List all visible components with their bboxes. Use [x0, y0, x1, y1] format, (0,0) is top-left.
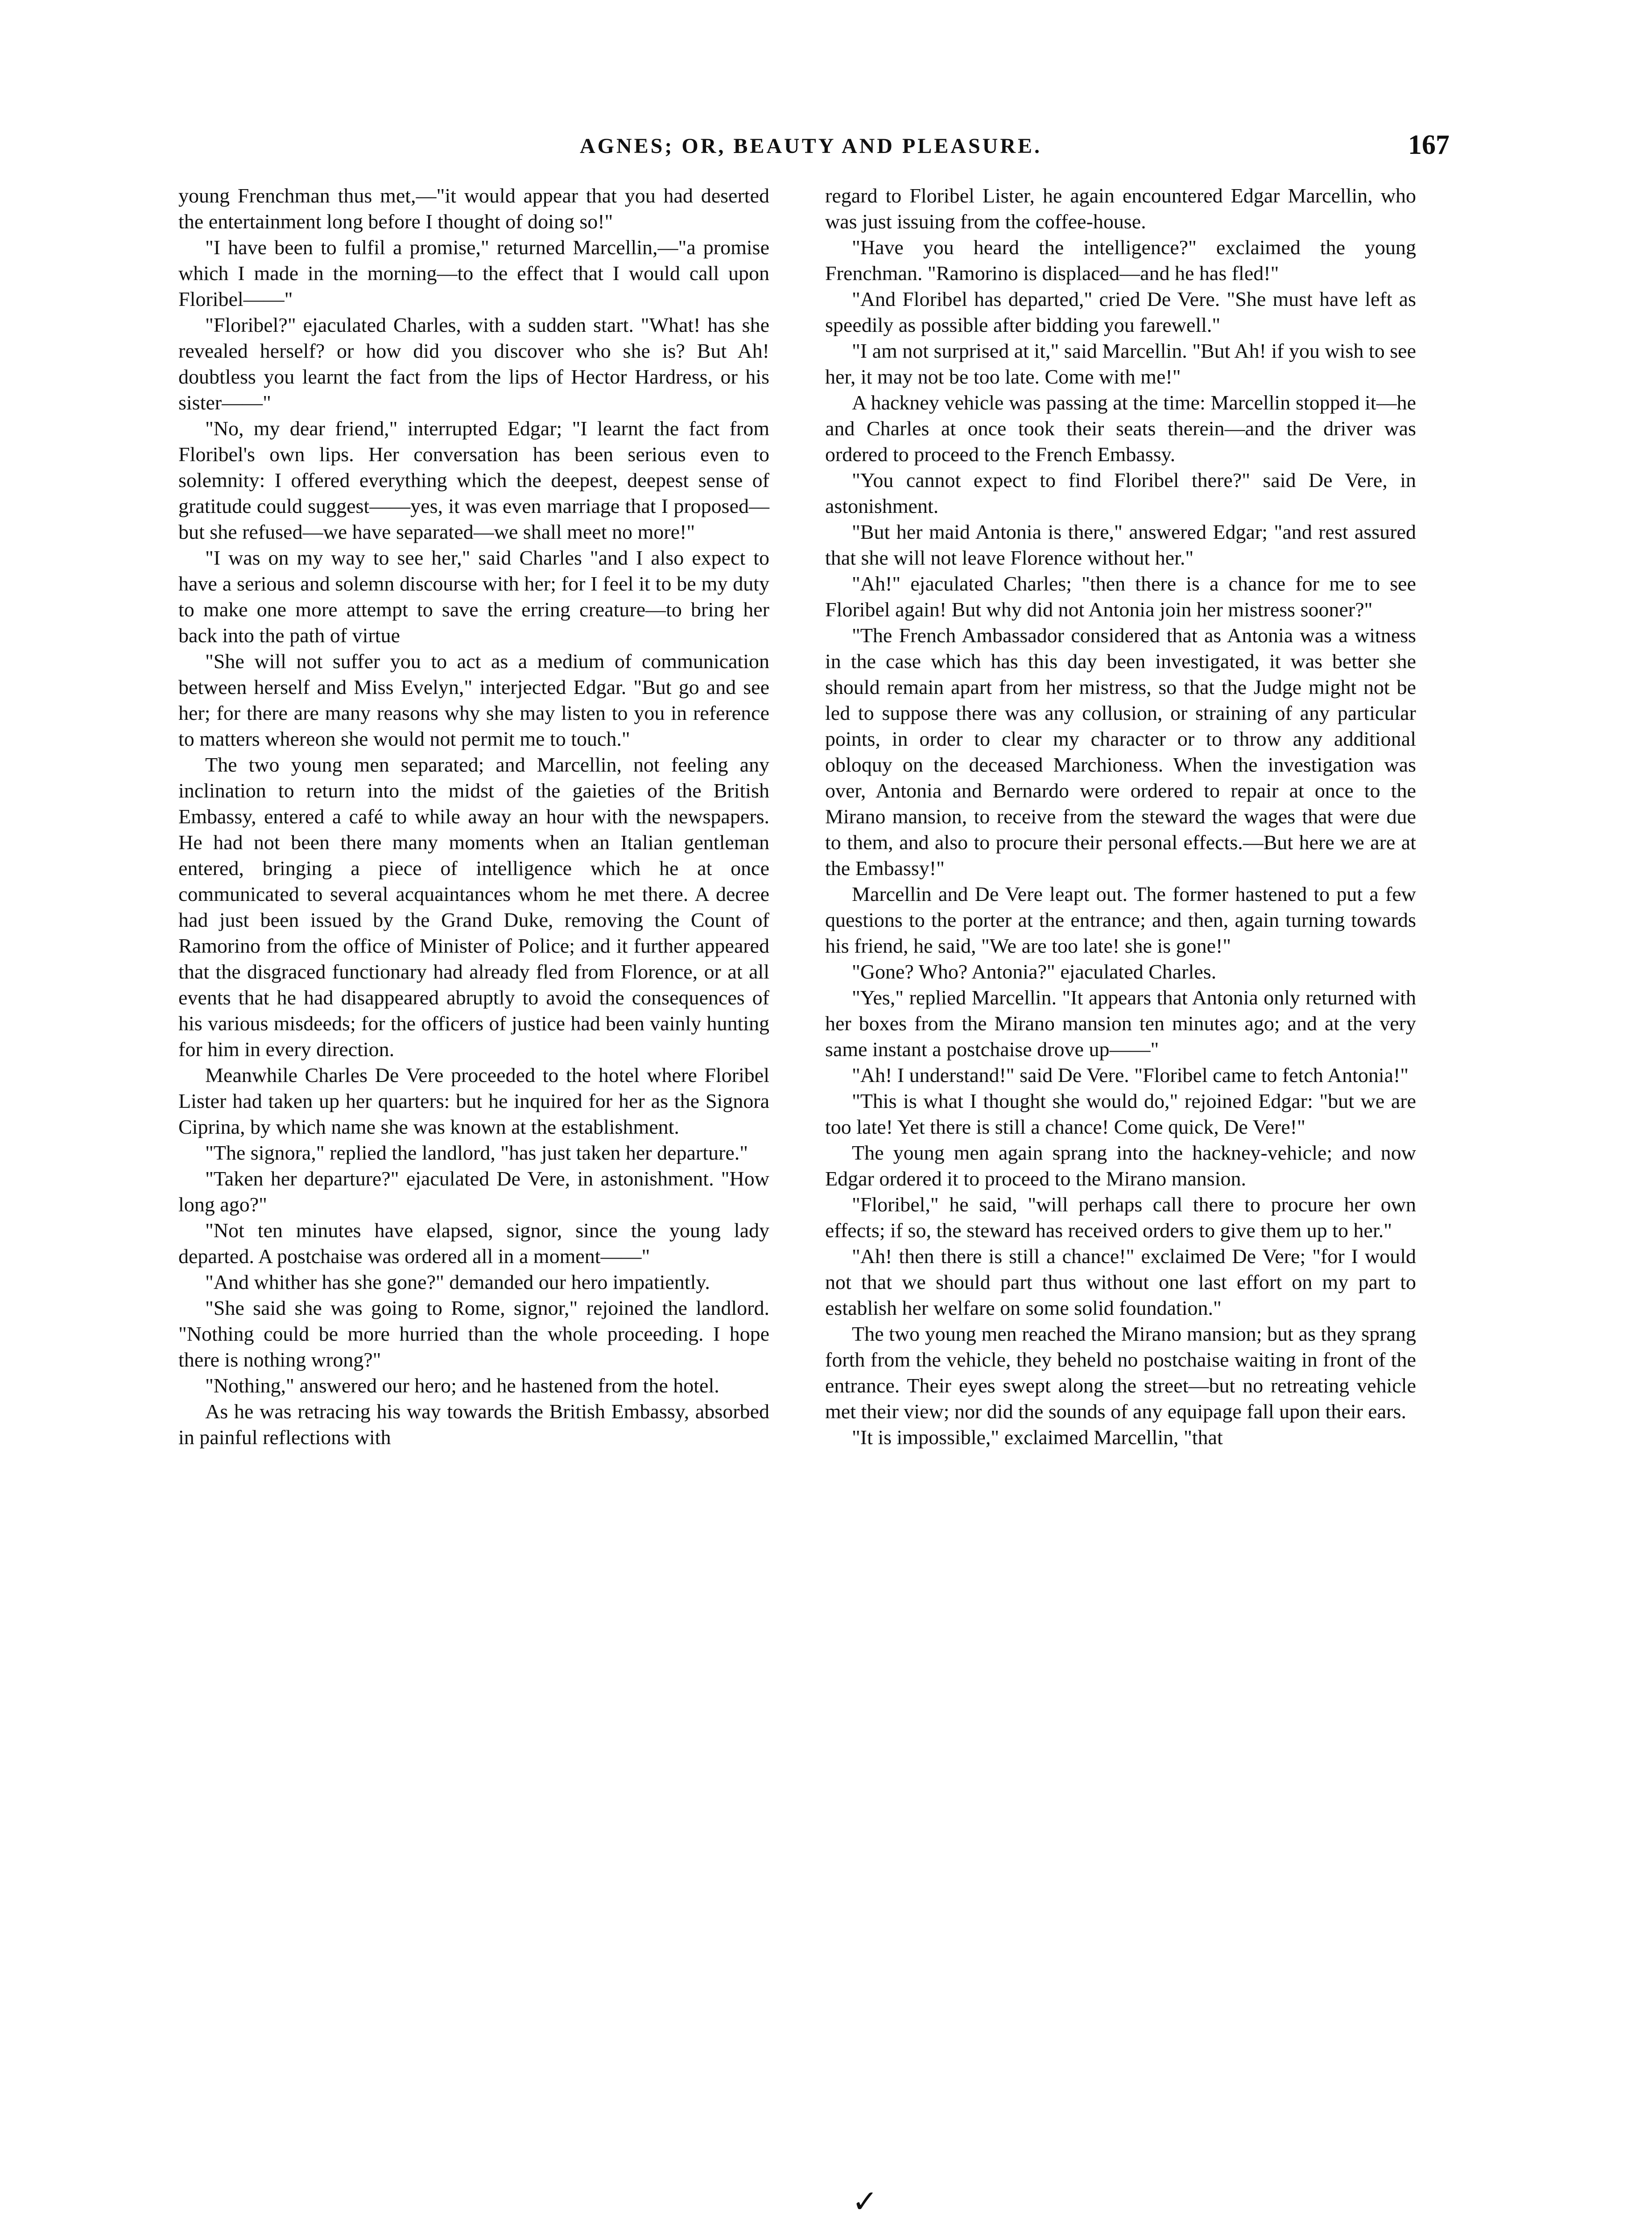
paragraph: "Not ten minutes have elapsed, signor, since the young lady departed. A postchaise was ordered all in a moment——": [178, 1219, 769, 1268]
paragraph: "Floribel?" ejaculated Charles, with a sudden start. "What! has she revealed herself? or how did you discover who she is? But Ah! doubtless you learnt the fact from the lips of Hector Hardress, or his sister——": [178, 314, 769, 414]
paragraph: As he was retracing his way towards the British Embassy, absorbed in painful reflections with: [178, 1400, 769, 1449]
paragraph: "I was on my way to see her," said Charles "and I also expect to have a serious and solemn discourse with her; for I feel it to be my duty to make one more attempt to save the erring creature—to bring her back into the path of virtue: [178, 546, 769, 647]
paragraph: regard to Floribel Lister, he again encountered Edgar Marcellin, who was just issuing from the coffee-house.: [825, 184, 1416, 233]
paragraph: "She said she was going to Rome, signor," rejoined the landlord. "Nothing could be more hurried than the whole proceeding. I hope there is nothing wrong?": [178, 1297, 769, 1371]
left-column: [178, 183, 769, 1450]
paragraph: "No, my dear friend," interrupted Edgar; "I learnt the fact from Floribel's own lips. Her conversation has been serious even to solemnity: I offered everything which the deepest, deepest sense of gratitude could suggest——yes, it was even marriage that I proposed—but she refused—we have separated—we shall meet no more!": [178, 417, 769, 543]
paragraph: "It is impossible," exclaimed Marcellin, "that: [852, 1426, 1223, 1449]
paragraph: "I have been to fulfil a promise," returned Marcellin,—"a promise which I made in the morning—to the effect that I would call upon Floribel——": [178, 236, 769, 310]
paragraph: "Ah! then there is still a chance!" exclaimed De Vere; "for I would not that we should part thus without one last effort on my part to establish her welfare on some solid foundation.": [825, 1245, 1416, 1319]
paragraph: "And Floribel has departed," cried De Vere. "She must have left as speedily as possible after bidding you farewell.": [825, 288, 1416, 336]
paragraph: "But her maid Antonia is there," answered Edgar; "and rest assured that she will not leave Florence without her.": [825, 520, 1416, 569]
check-mark-icon: ✓: [852, 2183, 878, 2220]
paragraph: A hackney vehicle was passing at the time: Marcellin stopped it—he and Charles at once took their seats therein—and the driver was ordered to proceed to the French Embassy.: [825, 391, 1416, 466]
paragraph: "Yes," replied Marcellin. "It appears that Antonia only returned with her boxes from the Mirano mansion ten minutes ago; and at the very same instant a postchaise drove up——": [825, 986, 1416, 1061]
running-title: AGNES; OR, BEAUTY AND PLEASURE.: [580, 134, 1042, 158]
paragraph: "Ah! I understand!" said De Vere. "Floribel came to fetch Antonia!": [852, 1064, 1409, 1086]
paragraph: "Gone? Who? Antonia?" ejaculated Charles.: [852, 960, 1217, 983]
running-header: [178, 129, 1450, 169]
paragraph: Meanwhile Charles De Vere proceeded to the hotel where Floribel Lister had taken up her quarters: but he inquired for her as the Signora Ciprina, by which name she was known at the establishment.: [178, 1064, 769, 1138]
paragraph: "And whither has she gone?" demanded our hero impatiently.: [205, 1271, 710, 1293]
paragraph: "You cannot expect to find Floribel there?" said De Vere, in astonishment.: [825, 469, 1416, 517]
paragraph: "I am not surprised at it," said Marcellin. "But Ah! if you wish to see her, it may not be too late. Come with me!": [825, 339, 1416, 388]
paragraph: "The signora," replied the landlord, "has just taken her departure.": [205, 1141, 748, 1164]
paragraph: young Frenchman thus met,—"it would appear that you had deserted the entertainment long before I thought of doing so!": [178, 184, 769, 233]
paragraph: The two young men reached the Mirano mansion; but as they sprang forth from the vehicle, they beheld no postchaise waiting in front of the entrance. Their eyes swept along the street—but no retreating vehicle met their view; nor did the sounds of any equipage fall upon their ears.: [825, 1322, 1416, 1423]
paragraph: "Nothing," answered our hero; and he hastened from the hotel.: [205, 1374, 719, 1397]
paragraph: The two young men separated; and Marcellin, not feeling any inclination to return into the midst of the gaieties of the British Embassy, entered a café to while away an hour with the newspapers. He had not been there many moments when an Italian gentleman entered, bringing a piece of intelligence which he at once communicated to several acquaintances whom he met there. A decree had just been issued by the Grand Duke, removing the Count of Ramorino from the office of Minister of Police; and it further appeared that the disgraced functionary had already fled from Florence, or at all events that he had disappeared abruptly to avoid the consequences of his various misdeeds; for the officers of justice had been vainly hunting for him in every direction.: [178, 753, 769, 1061]
paragraph: "She will not suffer you to act as a medium of communication between herself and Miss Evelyn," interjected Edgar. "But go and see her; for there are many reasons why she may listen to you in reference to matters whereon she would not permit me to touch.": [178, 650, 769, 750]
page-number: 167: [1408, 130, 1450, 160]
paragraph: "Floribel," he said, "will perhaps call there to procure her own effects; if so, the steward has received orders to give them up to her.": [825, 1193, 1416, 1242]
paragraph: "The French Ambassador considered that as Antonia was a witness in the case which has this day been investigated, it was better she should remain apart from her mistress, so that the Judge might not be led to suppose there was any collusion, or straining of any particular points, in order to clear my character or to throw any additional obloquy on the deceased Marchioness. When the investigation was over, Antonia and Bernardo were ordered to repair at once to the Mirano mansion, to receive from the steward the wages that were due to them, and also to procure their personal effects.—But here we are at the Embassy!": [825, 624, 1416, 880]
paragraph: "Taken her departure?" ejaculated De Vere, in astonishment. "How long ago?": [178, 1167, 769, 1216]
paragraph: The young men again sprang into the hackney-vehicle; and now Edgar ordered it to proceed to the Mirano mansion.: [825, 1141, 1416, 1190]
right-column: [825, 183, 1416, 1450]
paragraph: "This is what I thought she would do," rejoined Edgar: "but we are too late! Yet there is still a chance! Come quick, De Vere!": [825, 1090, 1416, 1138]
paragraph: "Ah!" ejaculated Charles; "then there is a chance for me to see Floribel again! But why did not Antonia join her mistress sooner?": [825, 572, 1416, 621]
paragraph: Marcellin and De Vere leapt out. The former hastened to put a few questions to the porter at the entrance; and then, again turning towards his friend, he said, "We are too late! she is gone!": [825, 883, 1416, 957]
paragraph: "Have you heard the intelligence?" exclaimed the young Frenchman. "Ramorino is displaced—and he has fled!": [825, 236, 1416, 285]
